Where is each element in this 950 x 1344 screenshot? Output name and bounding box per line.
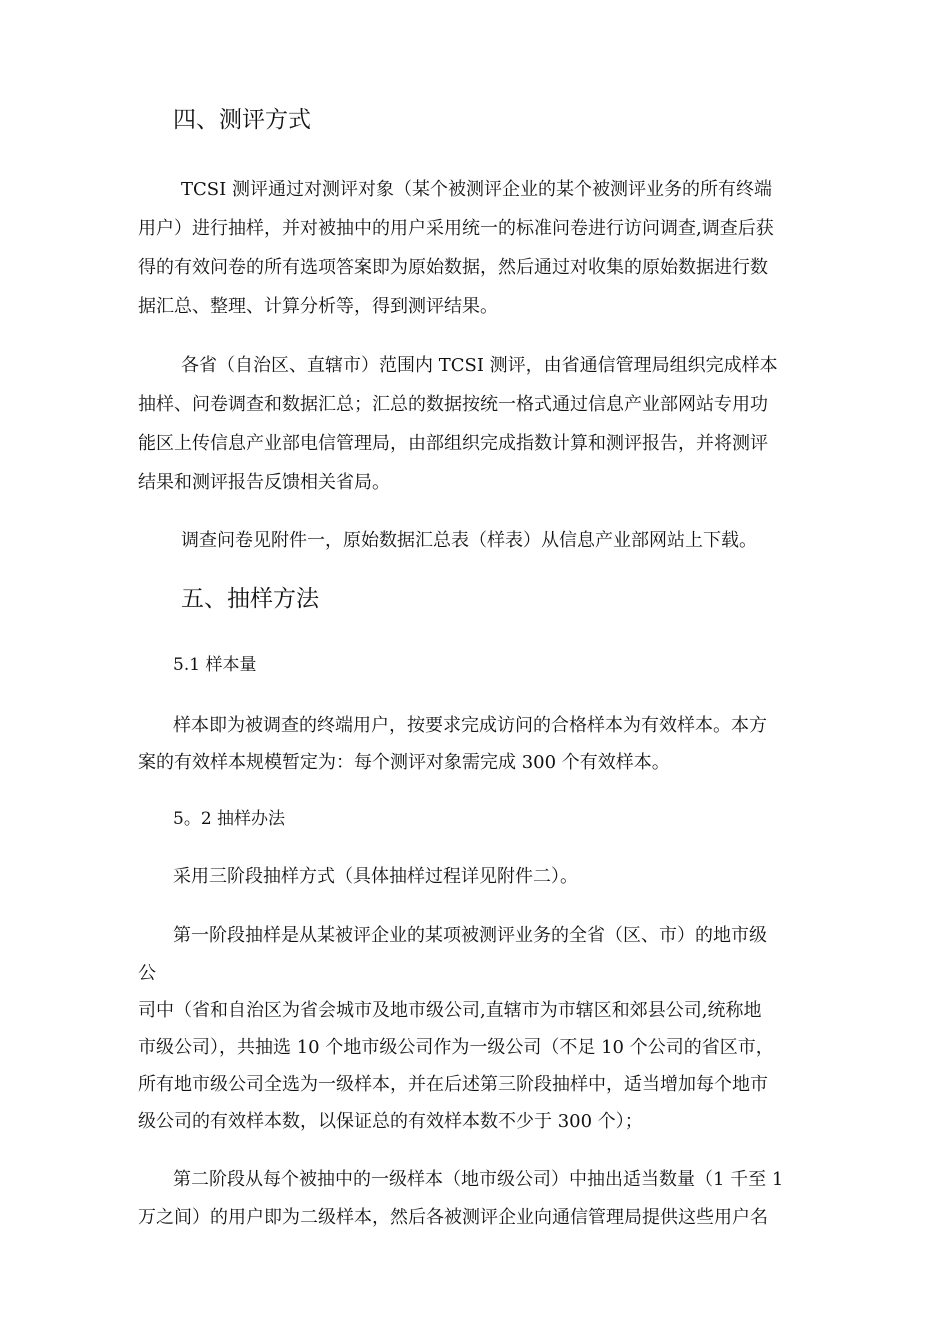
section-4-para-1-line-4: 据汇总、整理、计算分析等，得到测评结果。 <box>138 296 498 317</box>
section-4-para-2-line-1: 各省（自治区、直辖市）范围内 TCSI 测评，由省通信管理局组织完成样本 <box>181 355 778 376</box>
section-5-para-1-line-2: 案的有效样本规模暂定为：每个测评对象需完成 300 个有效样本。 <box>138 752 670 773</box>
section-5-para-2-line-1: 采用三阶段抽样方式（具体抽样过程详见附件二）。 <box>173 866 578 887</box>
section-5-para-3-line-4: 市级公司），共抽选 10 个地市级公司作为一级公司（不足 10 个公司的省区市， <box>138 1037 774 1058</box>
section-4-para-2-line-3: 能区上传信息产业部电信管理局，由部组织完成指数计算和测评报告，并将测评 <box>138 433 768 454</box>
section-4-para-2-line-4: 结果和测评报告反馈相关省局。 <box>138 472 390 493</box>
section-5-para-3-line-1: 第一阶段抽样是从某被评企业的某项被测评业务的全省（区、市）的地市级 <box>173 925 767 946</box>
section-5-2-subheading: 5。2 抽样办法 <box>173 809 286 829</box>
section-5-para-3-line-5: 所有地市级公司全选为一级样本，并在后述第三阶段抽样中，适当增加每个地市 <box>138 1074 768 1095</box>
section-5-para-3-line-3: 司中（省和自治区为省会城市及地市级公司,直辖市为市辖区和郊县公司,统称地 <box>138 1000 762 1021</box>
section-5-para-4-line-2: 万之间）的用户即为二级样本，然后各被测评企业向通信管理局提供这些用户名 <box>138 1207 768 1228</box>
section-5-para-3-line-6: 级公司的有效样本数，以保证总的有效样本数不少于 300 个）； <box>138 1111 643 1132</box>
section-4-para-2-line-2: 抽样、问卷调查和数据汇总；汇总的数据按统一格式通过信息产业部网站专用功 <box>138 394 768 415</box>
section-5-heading: 五、抽样方法 <box>181 586 319 612</box>
section-5-1-subheading: 5.1 样本量 <box>173 655 257 675</box>
section-4-para-3-line-1: 调查问卷见附件一，原始数据汇总表（样表）从信息产业部网站上下载。 <box>181 530 757 551</box>
section-4-para-1-line-2: 用户）进行抽样，并对被抽中的用户采用统一的标准问卷进行访问调查,调查后获 <box>138 218 774 239</box>
section-5-para-1-line-1: 样本即为被调查的终端用户，按要求完成访问的合格样本为有效样本。本方 <box>173 715 767 736</box>
section-5-para-3-line-2: 公 <box>138 963 156 984</box>
section-5-para-4-line-1: 第二阶段从每个被抽中的一级样本（地市级公司）中抽出适当数量（1 千至 1 <box>173 1169 784 1190</box>
section-4-heading: 四、测评方式 <box>173 107 311 133</box>
section-4-para-1-line-3: 得的有效问卷的所有选项答案即为原始数据，然后通过对收集的原始数据进行数 <box>138 257 768 278</box>
section-4-para-1-line-1: TCSI 测评通过对测评对象（某个被测评企业的某个被测评业务的所有终端 <box>181 179 772 200</box>
